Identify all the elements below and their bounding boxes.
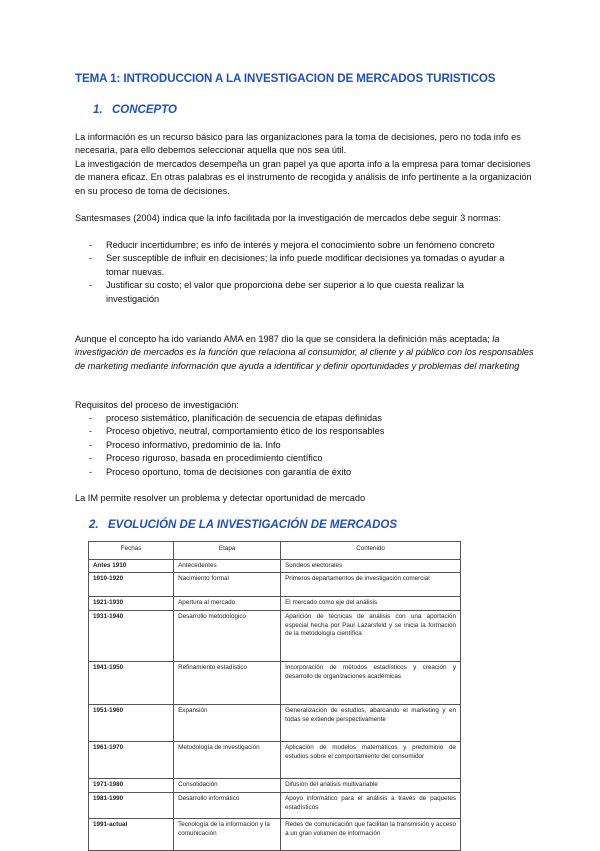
list-item: - Justificar su costo; el valor que proporciona debe ser superior a lo que cuesta realizar la investigación — [75, 279, 515, 306]
table-row — [89, 611, 461, 662]
cell-contenido: Sondeos electorales — [281, 560, 461, 573]
document-title: TEMA 1: INTRODUCCION A LA INVESTIGACION DE MERCADOS TURISTICOS — [75, 72, 496, 85]
table-row — [89, 662, 461, 705]
cell-fechas: 1981-1990 — [89, 793, 174, 819]
table-row — [89, 819, 461, 851]
cell-etapa: Tecnología de la información y la comunicación — [174, 819, 281, 851]
cell-contenido: Aplicación de modelos matemáticos y predominio de estudios sobre el comportamiento del consumidor — [281, 742, 461, 779]
cell-fechas: 1971-1980 — [89, 779, 174, 793]
paragraph: Requisitos del proceso de investigación: — [75, 400, 239, 410]
normas-list — [75, 239, 515, 306]
cell-fechas: Antes 1910 — [89, 560, 174, 573]
section-title: CONCEPTO — [112, 104, 177, 116]
cell-contenido: Incorporación de métodos estadísticos y creación y desarrollo de organizaciones académicas — [281, 662, 461, 705]
paragraph: La investigación de mercados desempeña un gran papel ya que aporta info a la empresa para tomar decisiones de manera eficaz. En otras palabras es el instrumento de recogida y análisis de info pertinente a la organización en su proceso de toma de decisiones. — [75, 159, 532, 196]
section-number: 2. — [89, 519, 99, 531]
cell-fechas: 1941-1950 — [89, 662, 174, 705]
column-header: Contenido — [281, 542, 461, 560]
cell-etapa: Consolidación — [174, 779, 281, 793]
evolution-table — [88, 541, 461, 851]
cell-fechas: 1961-1970 — [89, 742, 174, 779]
paragraph: Santesmases (2004) indica que la info facilitada por la investigación de mercados debe seguir 3 normas: — [75, 213, 501, 223]
cell-contenido: Generalización de estudios, abarcando el marketing y en todas se extiende perspectivamente — [281, 705, 461, 742]
list-item: - Reducir incertidumbre; es info de interés y mejora el conocimiento sobre un fenómeno concreto — [75, 239, 515, 252]
table-row — [89, 793, 461, 819]
cell-etapa: Refinamiento estadístico — [174, 662, 281, 705]
cell-etapa: Metodología de investigación — [174, 742, 281, 779]
paragraph: La IM permite resolver un problema y detectar oportunidad de mercado — [75, 493, 366, 503]
cell-etapa: Desarrollo informático — [174, 793, 281, 819]
cell-contenido: Aparición de técnicas de análisis con una aportación especial hecha por Paul Lazarsfeld y se inicia la formación de la metodología científica — [281, 611, 461, 662]
cell-etapa: Expansión — [174, 705, 281, 742]
cell-fechas: 1991-actual — [89, 819, 174, 851]
list-item: - proceso sistemático, planificación de secuencia de etapas definidas — [75, 412, 515, 425]
table-header-row — [89, 542, 461, 560]
column-header: Fechas — [89, 542, 174, 560]
section-title: EVOLUCIÓN DE LA INVESTIGACIÓN DE MERCADOS — [108, 519, 398, 531]
table-row — [89, 597, 461, 611]
definition-intro: Aunque el concepto ha ido variando AMA en 1987 dio la que se considera la definición más aceptada; — [75, 334, 490, 344]
definition-paragraph — [75, 333, 535, 373]
list-item: - Proceso oportuno, toma de decisiones con garantía de éxito — [75, 466, 515, 479]
cell-etapa: Desarrollo metodológico — [174, 611, 281, 662]
cell-contenido: Apoyo informático para el análisis a través de paquetes estadísticos — [281, 793, 461, 819]
cell-fechas: 1910-1920 — [89, 573, 174, 597]
cell-contenido: El mercado como eje del análisis — [281, 597, 461, 611]
table-row — [89, 560, 461, 573]
cell-contenido: Primeros departamentos de investigación comercial — [281, 573, 461, 597]
cell-contenido: Redes de comunicación que facilitan la transmisión y acceso a un gran volumen de información — [281, 819, 461, 851]
requisitos-list — [75, 412, 515, 479]
cell-etapa: Nacimiento formal — [174, 573, 281, 597]
cell-fechas: 1921-1930 — [89, 597, 174, 611]
cell-fechas: 1951-1960 — [89, 705, 174, 742]
section-heading-evolucion — [89, 519, 397, 531]
table-row — [89, 705, 461, 742]
paragraph: La información es un recurso básico para las organizaciones para la toma de decisiones, pero no toda info es necesaria, para ello debemos seleccionar aquella que nos sea útil. — [75, 132, 521, 156]
column-header: Etapa — [174, 542, 281, 560]
cell-contenido: Difusión del análisis multivariable — [281, 779, 461, 793]
cell-fechas: 1931-1940 — [89, 611, 174, 662]
cell-etapa: Apertura al mercado — [174, 597, 281, 611]
list-item: - Proceso informativo, predominio de la. Info — [75, 439, 515, 452]
list-item: - Ser susceptible de influir en decisiones; la info puede modificar decisiones ya tomadas o ayudar a tomar nuevas. — [75, 252, 515, 279]
section-number: 1. — [93, 104, 103, 116]
table-row — [89, 742, 461, 779]
definition-quote: la investigación de mercados es la función que relaciona al consumidor, al cliente y al público con los responsables de marketing mediante información que ayuda a identificar y definir oportunidades y problemas del marketing — [75, 334, 534, 371]
section-heading-concepto — [93, 104, 177, 116]
cell-etapa: Antecedentes — [174, 560, 281, 573]
list-item: - Proceso riguroso, basada en procedimiento científico — [75, 452, 515, 465]
list-item: - Proceso objetivo, neutral, comportamiento ético de los responsables — [75, 425, 515, 438]
table-row — [89, 573, 461, 597]
table-row — [89, 779, 461, 793]
